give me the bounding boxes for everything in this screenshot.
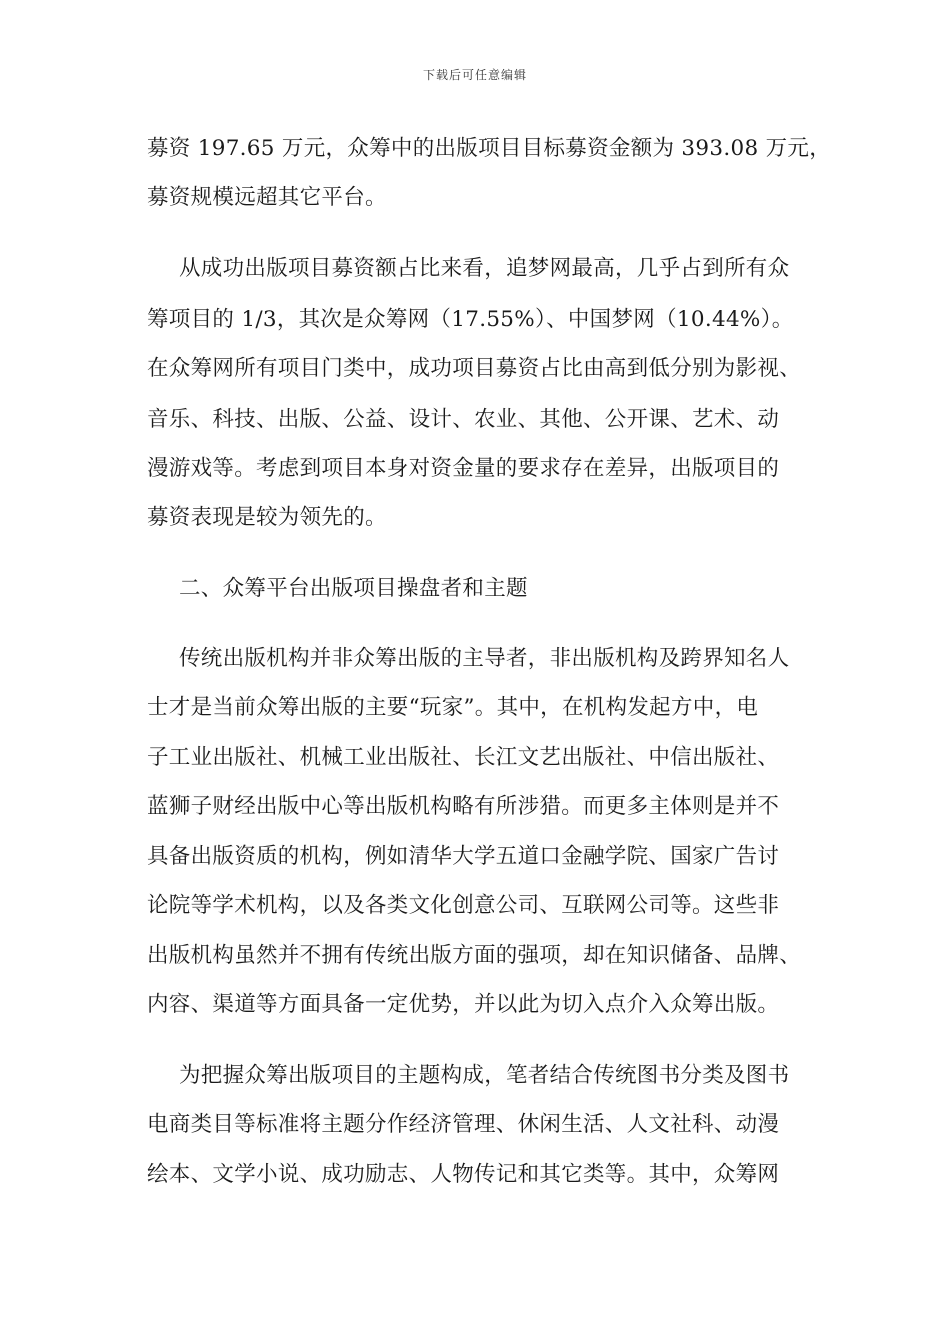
text-line: 在众筹网所有项目门类中，成功项目募资占比由高到低分别为影视、 xyxy=(147,356,802,381)
text-line: 募资表现是较为领先的。 xyxy=(147,505,387,530)
text-line: 音乐、科技、出版、公益、设计、农业、其他、公开课、艺术、动 xyxy=(147,407,780,432)
text-line: 募资规模远超其它平台。 xyxy=(147,185,387,210)
section-heading: 二、众筹平台出版项目操盘者和主题 xyxy=(179,576,528,601)
page-header: 下载后可任意编辑 xyxy=(422,68,527,82)
text-line: 士才是当前众筹出版的主要“玩家”。其中，在机构发起方中，电 xyxy=(147,695,759,720)
text-line: 为把握众筹出版项目的主题构成，笔者结合传统图书分类及图书 xyxy=(179,1063,790,1088)
text-line: 绘本、文学小说、成功励志、人物传记和其它类等。其中，众筹网 xyxy=(147,1162,780,1187)
text-line: 内容、渠道等方面具备一定优势，并以此为切入点介入众筹出版。 xyxy=(147,992,780,1017)
text-line: 募资 197.65 万元，众筹中的出版项目目标募资金额为 393.08 万元， xyxy=(147,136,831,161)
text-line: 电商类目等标准将主题分作经济管理、休闲生活、人文社科、动漫 xyxy=(147,1112,780,1137)
text-line: 出版机构虽然并不拥有传统出版方面的强项，却在知识储备、品牌、 xyxy=(147,943,802,968)
text-line: 子工业出版社、机械工业出版社、长江文艺出版社、中信出版社、 xyxy=(147,745,780,770)
text-line: 筹项目的 1/3，其次是众筹网（17.55%）、中国梦网（10.44%）。 xyxy=(147,307,794,332)
text-line: 漫游戏等。考虑到项目本身对资金量的要求存在差异，出版项目的 xyxy=(147,456,780,481)
text-line: 具备出版资质的机构，例如清华大学五道口金融学院、国家广告讨 xyxy=(147,844,780,869)
text-line: 论院等学术机构，以及各类文化创意公司、互联网公司等。这些非 xyxy=(147,893,780,918)
text-line: 蓝狮子财经出版中心等出版机构略有所涉猎。而更多主体则是并不 xyxy=(147,794,780,819)
text-line: 从成功出版项目募资额占比来看，追梦网最高，几乎占到所有众 xyxy=(179,256,790,281)
text-line: 传统出版机构并非众筹出版的主导者，非出版机构及跨界知名人 xyxy=(179,646,790,671)
